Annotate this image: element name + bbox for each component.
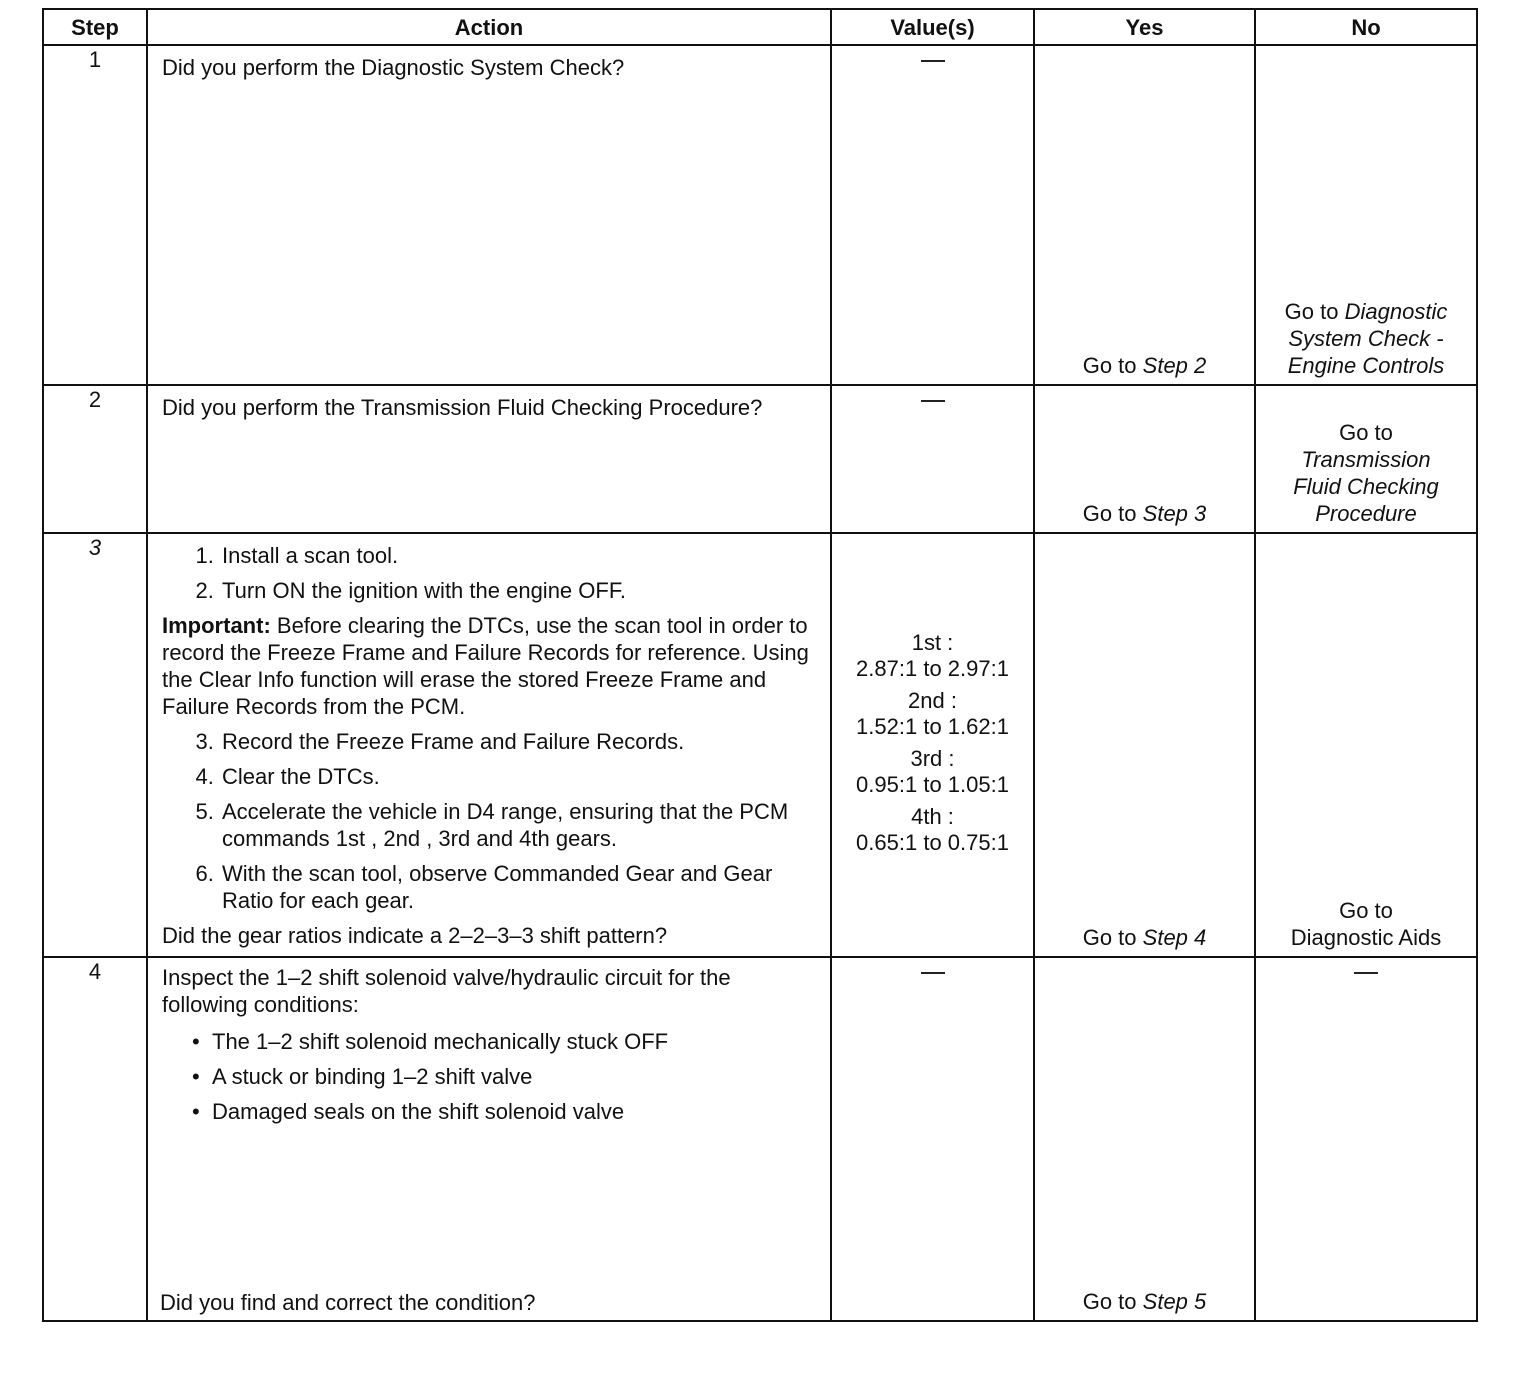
table-row-step-1 bbox=[43, 45, 1477, 385]
gear-label: 1st : bbox=[911, 630, 954, 655]
gear-range: 0.95:1 to 1.05:1 bbox=[856, 772, 1009, 797]
action-cell bbox=[147, 957, 831, 1321]
table-row-step-4 bbox=[43, 957, 1477, 1321]
no-goto bbox=[1256, 897, 1476, 951]
list-item: 4. Clear the DTCs. bbox=[220, 763, 818, 790]
gear-ratio-item bbox=[832, 688, 1033, 740]
empty-value-dash bbox=[1354, 972, 1378, 974]
header-action: Action bbox=[147, 9, 831, 45]
list-item: 1. Install a scan tool. bbox=[220, 542, 818, 569]
diagnostic-table bbox=[42, 8, 1478, 1322]
table-row-step-2 bbox=[43, 385, 1477, 533]
gear-ratio-item bbox=[832, 746, 1033, 798]
goto-target-link[interactable]: Diagnostic Aids bbox=[1290, 925, 1442, 950]
gear-ratio-list bbox=[832, 534, 1033, 856]
no-goto bbox=[1256, 419, 1476, 527]
yes-cell bbox=[1034, 957, 1255, 1321]
empty-value-dash bbox=[921, 400, 945, 402]
goto-target-link[interactable]: Transmission bbox=[1301, 447, 1431, 472]
gear-range: 2.87:1 to 2.97:1 bbox=[856, 656, 1009, 681]
action-cell bbox=[147, 45, 831, 385]
step-number: 3 bbox=[43, 533, 147, 957]
goto-target-link[interactable]: Procedure bbox=[1315, 501, 1417, 526]
gear-label: 4th : bbox=[911, 804, 954, 829]
header-row bbox=[43, 9, 1477, 45]
goto-prefix: Go to bbox=[1082, 353, 1137, 378]
important-note bbox=[162, 612, 818, 720]
action-cell bbox=[147, 385, 831, 533]
list-item: 3. Record the Freeze Frame and Failure Records. bbox=[220, 728, 818, 755]
header-values: Value(s) bbox=[831, 9, 1034, 45]
list-item: • The 1–2 shift solenoid mechanically stuck OFF bbox=[212, 1028, 818, 1055]
header-yes: Yes bbox=[1034, 9, 1255, 45]
goto-step-link[interactable]: Step 4 bbox=[1142, 925, 1207, 950]
list-item: 6. With the scan tool, observe Commanded Gear and Gear Ratio for each gear. bbox=[220, 860, 818, 914]
step-number: 1 bbox=[43, 45, 147, 385]
yes-goto bbox=[1035, 924, 1254, 951]
important-text: Before clearing the DTCs, use the scan tool in order to record the Freeze Frame and Failure Records for reference. Using the Clear Info function will erase the stored Freeze Frame and Failure Records from the PCM. bbox=[162, 613, 809, 719]
value-cell bbox=[831, 533, 1034, 957]
list-item: • A stuck or binding 1–2 shift valve bbox=[212, 1063, 818, 1090]
action-content bbox=[148, 534, 830, 953]
procedure-list bbox=[162, 728, 818, 914]
action-text: Did you perform the Diagnostic System Check? bbox=[162, 55, 625, 80]
goto-target-link[interactable]: System Check - bbox=[1288, 326, 1444, 351]
goto-target-link[interactable]: Engine Controls bbox=[1287, 353, 1445, 378]
action-text: Did you perform the Transmission Fluid Checking Procedure? bbox=[162, 395, 763, 420]
no-cell bbox=[1255, 385, 1477, 533]
gear-range: 0.65:1 to 0.75:1 bbox=[856, 830, 1009, 855]
goto-target-link[interactable]: Diagnostic bbox=[1344, 299, 1448, 324]
action-cell bbox=[147, 533, 831, 957]
gear-ratio-item bbox=[832, 630, 1033, 682]
gear-label: 2nd : bbox=[908, 688, 957, 713]
no-cell bbox=[1255, 45, 1477, 385]
action-question: Did the gear ratios indicate a 2–2–3–3 shift pattern? bbox=[162, 923, 668, 948]
list-item: 5. Accelerate the vehicle in D4 range, ensuring that the PCM commands 1st , 2nd , 3rd and 4th gears. bbox=[220, 798, 818, 852]
goto-prefix: Go to bbox=[1082, 1289, 1137, 1314]
yes-goto bbox=[1035, 500, 1254, 527]
no-goto bbox=[1256, 298, 1476, 379]
goto-step-link[interactable]: Step 3 bbox=[1142, 501, 1207, 526]
goto-prefix: Go to bbox=[1339, 898, 1393, 923]
value-cell bbox=[831, 45, 1034, 385]
condition-list bbox=[162, 1028, 818, 1125]
important-label: Important: bbox=[162, 613, 271, 638]
yes-cell bbox=[1034, 533, 1255, 957]
goto-prefix: Go to bbox=[1082, 925, 1137, 950]
header-step: Step bbox=[43, 9, 147, 45]
gear-label: 3rd : bbox=[910, 746, 955, 771]
action-question: Did you find and correct the condition? bbox=[160, 1290, 536, 1315]
yes-cell bbox=[1034, 385, 1255, 533]
empty-value-dash bbox=[921, 60, 945, 62]
header-no: No bbox=[1255, 9, 1477, 45]
gear-range: 1.52:1 to 1.62:1 bbox=[856, 714, 1009, 739]
goto-prefix: Go to bbox=[1339, 420, 1393, 445]
goto-prefix: Go to bbox=[1284, 299, 1339, 324]
table-row-step-3 bbox=[43, 533, 1477, 957]
list-item: • Damaged seals on the shift solenoid valve bbox=[212, 1098, 818, 1125]
gear-ratio-item bbox=[832, 804, 1033, 856]
goto-target-link[interactable]: Fluid Checking bbox=[1293, 474, 1439, 499]
step-number: 4 bbox=[43, 957, 147, 1321]
no-cell bbox=[1255, 957, 1477, 1321]
goto-step-link[interactable]: Step 5 bbox=[1142, 1289, 1207, 1314]
yes-goto bbox=[1035, 352, 1254, 379]
procedure-list bbox=[162, 542, 818, 604]
step-number: 2 bbox=[43, 385, 147, 533]
empty-value-dash bbox=[921, 972, 945, 974]
value-cell bbox=[831, 957, 1034, 1321]
goto-step-link[interactable]: Step 2 bbox=[1142, 353, 1207, 378]
no-cell bbox=[1255, 533, 1477, 957]
action-intro: Inspect the 1–2 shift solenoid valve/hydraulic circuit for the following conditions: bbox=[162, 965, 731, 1017]
value-cell bbox=[831, 385, 1034, 533]
goto-prefix: Go to bbox=[1082, 501, 1137, 526]
list-item: 2. Turn ON the ignition with the engine OFF. bbox=[220, 577, 818, 604]
yes-cell bbox=[1034, 45, 1255, 385]
action-content bbox=[148, 958, 830, 1137]
yes-goto bbox=[1035, 1288, 1254, 1315]
